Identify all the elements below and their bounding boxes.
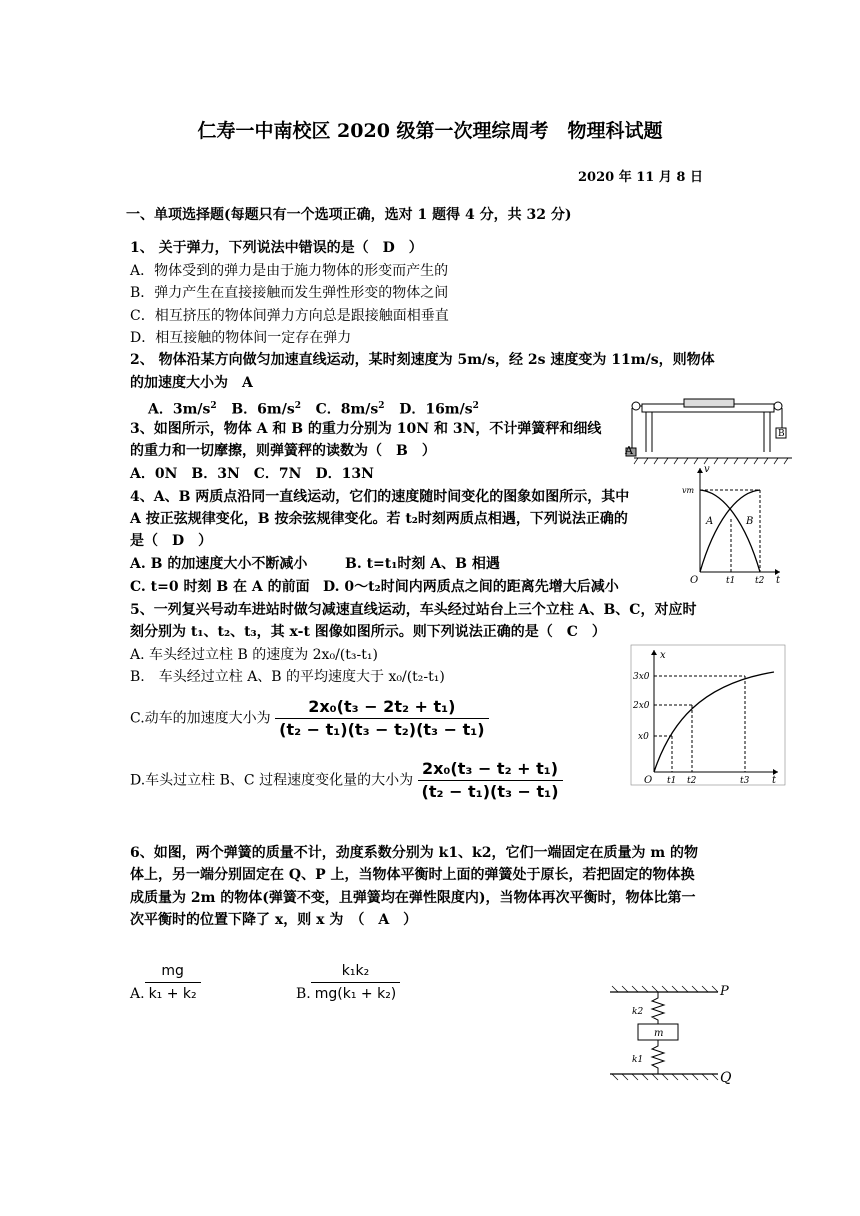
question-6-option-b (296, 960, 400, 1005)
label-k1: k1 (632, 1055, 644, 1065)
origin-label: O (690, 575, 699, 586)
option-b-numerator: k₁k₂ (311, 960, 401, 983)
two-spring-figure (602, 978, 742, 1088)
question-2-stem-line-1: 2、 物体沿某方向做匀加速直线运动，某时刻速度为 5m/s，经 2s 速度变为 11m/s，则物体 (130, 352, 715, 368)
question-5-stem-line-1: 5、一列复兴号动车进站时做匀减速直线运动，车头经过站台上三个立柱 A、B、C，对应时 (130, 602, 697, 618)
option-a-numerator: mg (145, 960, 201, 983)
position-time-graph (630, 644, 786, 786)
question-2-option-d: D．16m/s (399, 401, 473, 418)
question-2-option-c: C．8m/s (315, 401, 379, 418)
tick-t1: t1 (667, 776, 677, 786)
question-4-stem-line-2: A 按正弦规律变化，B 按余弦规律变化。若 t₂时刻两质点相遇，下列说法正确的 (130, 511, 628, 527)
question-1-option-a: A．物体受到的弹力是由于施力物体的形变而产生的 (130, 263, 449, 279)
question-4-option-c: C. t=0 时刻 B 在 A 的前面 (130, 579, 310, 595)
spring-k1 (652, 1040, 664, 1074)
option-d-numerator: 2x₀(t₃ − t₂ + t₁) (418, 758, 563, 781)
question-6-option-a (130, 960, 201, 1005)
label-m: m (654, 1028, 664, 1039)
option-d-text: D.车头过立柱 B、C 过程速度变化量的大小为 (130, 772, 414, 789)
origin-label: O (644, 775, 653, 786)
option-d-denominator: (t₂ − t₁)(t₃ − t₁) (421, 782, 559, 801)
option-a-fraction (145, 960, 201, 1005)
question-4-stem-line-1: 4、A、B 两质点沿同一直线运动，它们的速度随时间变化的图象如图所示，其中 (130, 489, 630, 505)
question-1-option-c: C．相互挤压的物体间弹力方向总是跟接触面相垂直 (130, 308, 449, 324)
pulley-right (774, 402, 782, 410)
label-k2: k2 (632, 1007, 644, 1017)
superscript: 2 (378, 401, 385, 411)
label-b: B (778, 429, 785, 439)
option-c-fraction (275, 696, 488, 741)
option-a-denominator: k₁ + k₂ (148, 986, 197, 1002)
superscript: 2 (294, 401, 301, 411)
velocity-time-graph (680, 462, 786, 586)
option-b-denominator: mg(k₁ + k₂) (314, 986, 397, 1002)
question-1-option-d: D．相互接触的物体间一定存在弹力 (130, 330, 352, 346)
axis-label-x: x (660, 650, 666, 661)
option-c-denominator: (t₂ − t₁)(t₃ − t₂)(t₃ − t₁) (279, 720, 485, 739)
spring-scale-figure (624, 392, 794, 468)
axis-label-t: t (776, 575, 781, 586)
question-3-options: A．0N B．3N C．7N D．13N (130, 466, 374, 482)
option-a-label: A. (130, 986, 145, 1002)
superscript: 2 (210, 401, 217, 411)
question-2-stem-line-2: 的加速度大小为 A (130, 375, 253, 391)
exam-date: 2020 年 11 月 8 日 (578, 170, 703, 185)
tick-t2: t2 (755, 576, 765, 586)
question-2-option-a: A．3m/s (148, 401, 211, 418)
curve-b (700, 490, 760, 572)
question-6-stem-line-3: 成质量为 2m 的物体(弹簧不变，且弹簧均在弹性限度内)，当物体再次平衡时，物体比第一 (130, 890, 696, 906)
question-4-option-b: B. t=t₁时刻 A、B 相遇 (345, 556, 500, 572)
label-a: A (706, 516, 714, 527)
question-2-options (148, 395, 479, 421)
question-1-stem: 1、 关于弹力，下列说法中错误的是（ D ） (130, 240, 423, 256)
label-a: A (625, 444, 633, 457)
question-6-stem-line-4: 次平衡时的位置下降了 x，则 x 为 （ A ） (130, 912, 418, 928)
label-vm: vm (682, 486, 695, 495)
page-title: 仁寿一中南校区 2020 级第一次理综周考 物理科试题 (197, 120, 663, 142)
question-5-option-d (130, 758, 563, 803)
label-p: P (720, 984, 729, 999)
curve-a (700, 490, 760, 572)
question-5-option-c (130, 696, 489, 741)
spring-scale (684, 399, 734, 407)
label-q: Q (720, 1070, 732, 1086)
question-6-stem-line-2: 体上，另一端分别固定在 Q、P 上，当物体平衡时上面的弹簧处于原长，若把固定的物体换 (130, 867, 695, 883)
question-4-option-d: D. 0～t₂时间内两质点之间的距离先增大后减小 (323, 579, 619, 595)
spring-k2 (652, 992, 664, 1024)
pulley-left (632, 402, 640, 410)
option-d-fraction (418, 758, 563, 803)
tick-x0: x0 (638, 732, 649, 742)
question-5-option-b: B. 车头经过立柱 A、B 的平均速度大于 x₀/(t₂-t₁) (130, 669, 445, 685)
axis-label-t: t (772, 775, 777, 786)
tick-t2: t2 (687, 776, 697, 786)
tick-t1: t1 (726, 576, 736, 586)
question-2-option-b: B．6m/s (231, 401, 295, 418)
option-c-numerator: 2x₀(t₃ − 2t₂ + t₁) (275, 696, 488, 719)
option-b-fraction (311, 960, 401, 1005)
question-6-stem-line-1: 6、如图，两个弹簧的质量不计，劲度系数分别为 k1、k2，它们一端固定在质量为 m 的物 (130, 845, 699, 861)
question-5-option-a: A. 车头经过立柱 B 的速度为 2x₀/(t₃-t₁) (130, 647, 378, 663)
option-b-label: B. (296, 986, 311, 1002)
option-c-text: C.动车的加速度大小为 (130, 710, 271, 727)
question-3-stem-line-2: 的重力和一切摩擦，则弹簧秤的读数为（ B ） (130, 443, 436, 459)
tick-3x0: 3x0 (633, 672, 650, 682)
section-heading: 一、单项选择题(每题只有一个选项正确，选对 1 题得 4 分，共 32 分) (126, 207, 572, 223)
label-b: B (746, 516, 754, 527)
question-3-stem-line-1: 3、如图所示，物体 A 和 B 的重力分别为 10N 和 3N，不计弹簧秤和细线 (130, 421, 602, 437)
question-4-option-a: A. B 的加速度大小不断减小 (130, 556, 308, 572)
tick-2x0: 2x0 (633, 701, 650, 711)
question-1-option-b: B．弹力产生在直接接触而发生弹性形变的物体之间 (130, 285, 449, 301)
superscript: 2 (472, 401, 479, 411)
question-5-stem-line-2: 刻分别为 t₁、t₂、t₃，其 x-t 图像如图所示。则下列说法正确的是（ C ） (130, 624, 606, 640)
tick-t3: t3 (740, 776, 750, 786)
question-4-stem-line-3: 是（ D ） (130, 533, 213, 549)
axis-label-v: v (704, 464, 710, 475)
